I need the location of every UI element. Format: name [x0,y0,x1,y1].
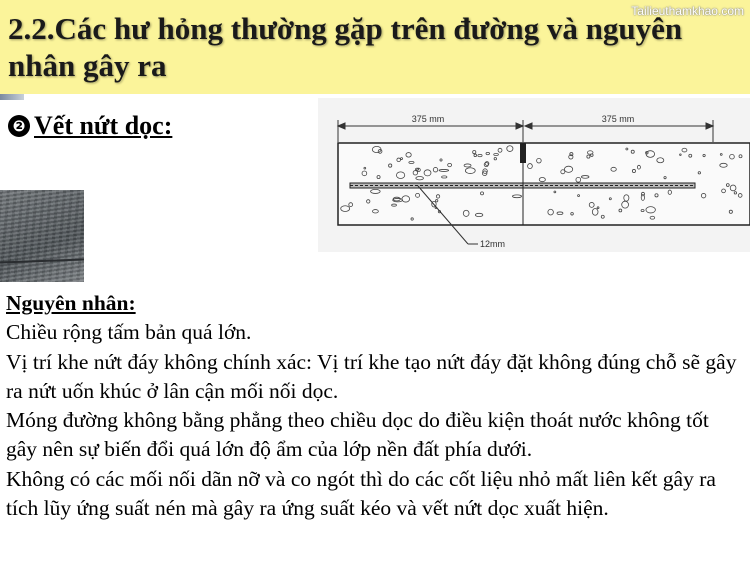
cause-item: Vị trí khe nứt đáy không chính xác: Vị trí khe tạo nứt đáy đặt không đúng chỗ sẽ gây ra nứt uốn khúc ở lân cận mối nối dọc. [6,349,737,403]
cause-item: Không có các mối nối dãn nỡ và co ngót thì do các cốt liệu nhỏ mất liên kết gây ra tích lũy ứng suất nén mà gây ra ứng suất kéo và vết nứt dọc xuất hiện. [6,466,716,521]
slide-title: 2.2.Các hư hỏng thường gặp trên đường và nguyên nhân gây ra [8,11,683,83]
cause-item: Chiều rộng tấm bản quá lớn. [6,320,252,345]
section-heading [8,110,172,142]
section-heading-label: Vết nứt dọc: [34,111,173,140]
cause-item: Móng đường không bằng phẳng theo chiều dọc do điều kiện thoát nước không tốt gây nên sự biến đổi quá lớn độ ẩm của lớp nền đất phía dưới. [6,408,709,462]
watermark: Tailieuthamkhao.com [631,4,744,18]
number-two-bullet-icon: ❷ [8,115,30,137]
dimension-lines [338,120,713,142]
dim-right-label: 375 mm [601,114,635,124]
dim-left-label: 375 mm [411,114,445,124]
cause-list [6,289,744,523]
cause-heading: Nguyên nhân: [6,291,136,315]
corner-decoration [0,94,24,100]
cracked-pavement-photo [0,190,84,282]
title-bar [0,0,750,94]
crack-line [0,259,84,264]
dim-joint-label: 12mm [480,239,506,249]
diagram-svg [318,98,750,252]
joint-cross-section-diagram [318,98,750,252]
joint-sealant [520,143,526,163]
